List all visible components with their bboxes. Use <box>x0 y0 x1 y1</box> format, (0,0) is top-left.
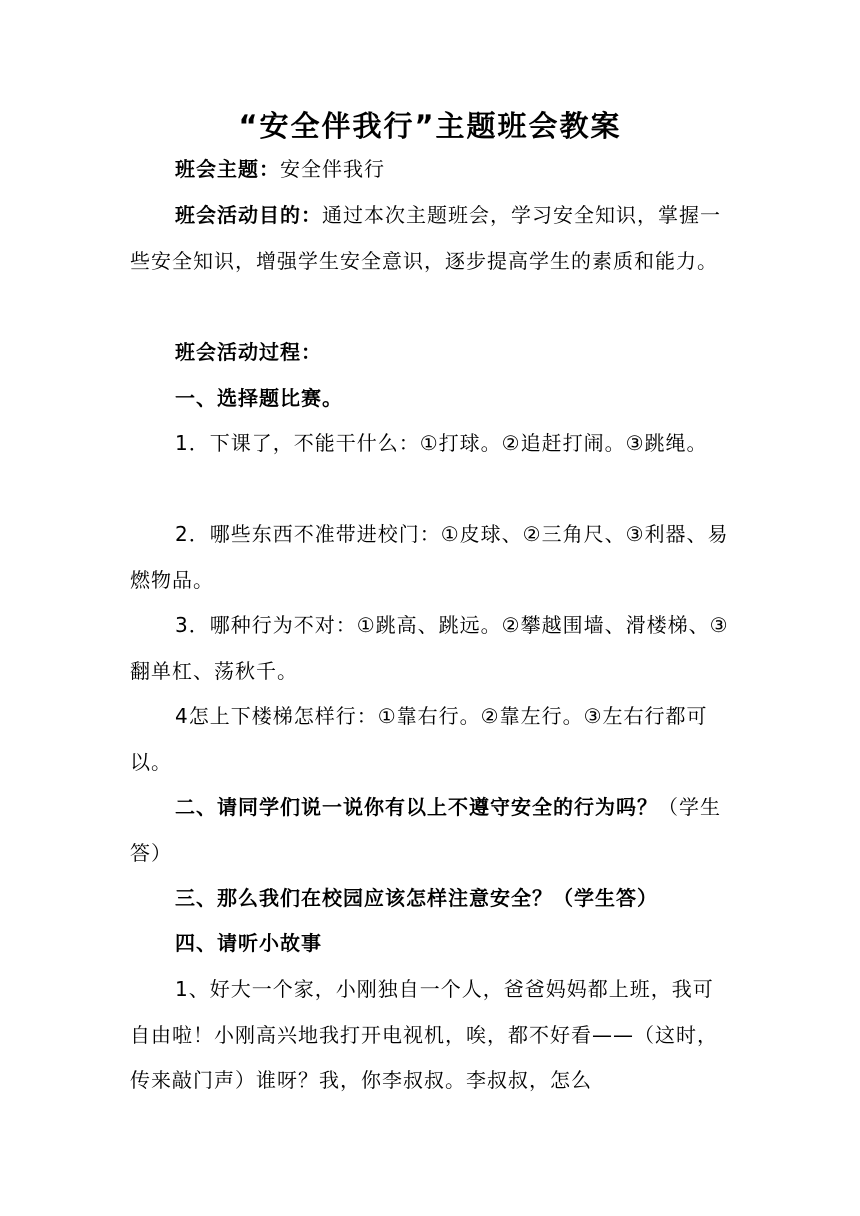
section2-note: （学生答） <box>130 795 721 865</box>
theme-value: 安全伴我行 <box>280 157 385 181</box>
section1-heading: 一、选择题比赛。 <box>175 386 343 410</box>
section3-heading: 三、那么我们在校园应该怎样注意安全？（学生答） <box>175 886 658 910</box>
story-paragraph: 1、好大一个家，小刚独自一个人，爸爸妈妈都上班，我可自由啦！小刚高兴地我打开电视机，唉，都不好看——（这时，传来敲门声）谁呀？我，你李叔叔。李叔叔，怎么 <box>130 977 718 1092</box>
question-3: 3．哪种行为不对：①跳高、跳远。②攀越围墙、滑楼梯、③翻单杠、荡秋千。 <box>130 613 729 683</box>
question-2: 2．哪些东西不准带进校门：①皮球、②三角尺、③利器、易燃物品。 <box>130 522 729 592</box>
purpose-label: 班会活动目的： <box>175 203 322 227</box>
process-heading: 班会活动过程： <box>175 340 322 364</box>
document-title: “安全伴我行”主题班会教案 <box>238 109 622 143</box>
purpose-paragraph <box>130 193 730 284</box>
question-4: 4怎上下楼梯怎样行：①靠右行。②靠左行。③左右行都可以。 <box>130 704 708 774</box>
purpose-text: 通过本次主题班会，学习安全知识，掌握一些安全知识，增强学生安全意识，逐步提高学生的素质和能力。 <box>130 203 721 273</box>
section2-heading: 二、请同学们说一说你有以上不遵守安全的行为吗？ <box>175 795 658 819</box>
question-1: 1．下课了，不能干什么：①打球。②追赶打闹。③跳绳。 <box>175 431 708 455</box>
section4-heading: 四、请听小故事 <box>175 931 322 955</box>
theme-paragraph <box>130 147 730 193</box>
theme-label: 班会主题： <box>175 157 280 181</box>
section2-paragraph <box>130 785 730 876</box>
